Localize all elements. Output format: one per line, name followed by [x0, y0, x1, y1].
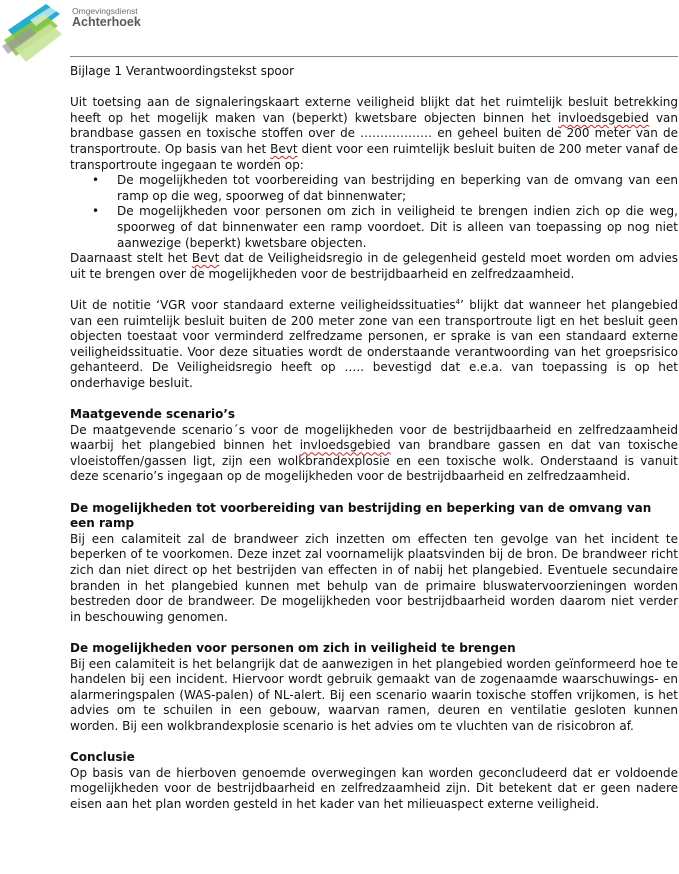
scenario-text-1: De maatgevende scenario´s voor de mogelijkheden voor de bestrijdbaarheid en zelfredzaamheid waarbij het plangebied binnen het — [70, 422, 678, 453]
list-item — [70, 173, 678, 204]
spellcheck-word: invloedsgebied — [299, 438, 391, 453]
advice-text-1: Daarnaast stelt het — [70, 251, 192, 266]
logo-mark-icon — [0, 0, 72, 66]
scenario-paragraph — [70, 423, 678, 485]
advice-paragraph — [70, 251, 678, 282]
document-body — [70, 64, 678, 813]
spellcheck-word: Bevt — [191, 251, 220, 266]
heading-bestrijding: De mogelijkheden tot voorbereiding van bestrijding en beperking van de omvang van een ramp — [70, 500, 652, 531]
header-divider — [70, 56, 678, 57]
list-item-text: De mogelijkheden tot voorbereiding van bestrijding en beperking van de omvang van een ramp op die weg, spoorweg of dat binnenwater; — [117, 173, 678, 203]
vgr-text-1: Uit de notitie ‘VGR voor standaard externe veiligheidssituaties — [70, 297, 456, 312]
footnote-ref: 4 — [455, 297, 461, 306]
scenario-text-2: van brandbare gassen en dat van toxische vloeistoffen/gassen ligt, zijn een wolkbrandexplosie en een toxische wolk. Onderstaand is vanuit deze scenario’s ingegaan op de mogelijkheden voor de bestrijdbaarheid en zelfredzaamheid. — [70, 438, 678, 484]
intro-text-3: dient voor een ruimtelijk besluit buiten de 200 meter vanaf de transportroute ingegaan te worden op: — [70, 141, 678, 172]
intro-paragraph — [70, 95, 678, 173]
spellcheck-word: invloedsgebied — [557, 110, 649, 125]
list-item-text: De mogelijkheden voor personen om zich in veiligheid te brengen indien zich op die weg, spoorweg of dat binnenwater een ramp voordoet. Dit is alleen van toepassing op nog niet aanwezige (beperkt) kwetsbare objecten. — [117, 204, 678, 250]
heading-conclusie: Conclusie — [70, 750, 135, 765]
list-item — [70, 204, 678, 251]
logo-org-text: Omgevingsdienst — [72, 6, 138, 16]
bullet-icon: • — [92, 204, 100, 219]
spellcheck-word: Bevt — [270, 141, 298, 156]
bestrijding-paragraph: Bij een calamiteit zal de brandweer zich inzetten om effecten ten gevolge van het incident te beperken of te voorkomen. Deze inzet zal voornamelijk plaatsvinden bij de bron. De brandweer richt zich dan niet direct op het bestrijden van effecten in of nabij het plangebied. Eventuele secundaire branden in het plangebied kunnen met behulp van de primaire bluswatervoorzieningen worden bestreden door de brandweer. De mogelijkheden voor bestrijdbaarheid worden daarom niet verder in beschouwing genomen. — [70, 531, 678, 624]
heading-zelfredzaamheid: De mogelijkheden voor personen om zich in veiligheid te brengen — [70, 640, 516, 655]
vgr-paragraph — [70, 298, 678, 392]
bullet-icon: • — [92, 173, 100, 188]
advice-text-2: dat de Veiligheidsregio in de gelegenheid gesteld moet worden om advies uit te brengen over de mogelijkheden voor de bestrijdbaarheid en zelfredzaamheid. — [70, 251, 678, 281]
document-title: Bijlage 1 Verantwoordingstekst spoor — [70, 64, 295, 78]
heading-scenarios: Maatgevende scenario’s — [70, 407, 236, 422]
intro-text-2: van brandbase gassen en toxische stoffen over de ……………… en geheel buiten de 200 meter van de transportroute. Op basis van het — [70, 110, 679, 156]
intro-text-1: Uit toetsing aan de signaleringskaart externe veiligheid blijkt dat het ruimtelijk besluit betrekking heeft op het mogelijk maken van (beperkt) kwetsbare objecten binnen het — [70, 95, 678, 125]
logo-name-text: Achterhoek — [72, 15, 141, 29]
vgr-text-2: ’ blijkt dat wanneer het plangebied van een ruimtelijk besluit buiten de 200 meter zone van een transportroute ligt en het besluit geen objecten toestaat voor verminderd zelfredzame personen, er sprake is van een standaard externe veiligheidssituatie. Voor deze situaties wordt de onderstaande verantwoording van het groepsrisico gehanteerd. De Veiligheidsregio heeft op ….. bevestigd dat e.e.a. van toepassing is op het onderhavige besluit. — [70, 297, 678, 390]
requirements-list — [70, 173, 678, 251]
conclusie-paragraph: Op basis van de hierboven genoemde overwegingen kan worden geconcludeerd dat er voldoende mogelijkheden voor de bestrijdbaarheid en zelfredzaamheid zijn. Dit betekent dat er geen nadere eisen aan het plan worden gesteld in het kader van het milieuaspect externe veiligheid. — [70, 765, 678, 811]
zelfredzaamheid-paragraph: Bij een calamiteit is het belangrijk dat de aanwezigen in het plangebied worden geïnformeerd hoe te handelen bij een incident. Hiervoor wordt gebruik gemaakt van de zogenaamde waarschuwings- en alarmeringspalen (WAS-palen) of NL-alert. Bij een scenario waarin toxische stoffen vrijkomen, is het advies om te schuilen in een gebouw, waarvan ramen, deuren en ventilatie gesloten kunnen worden. Bij een wolkbrandexplosie scenario is het advies om te vluchten van de risicobron af. — [70, 656, 678, 733]
